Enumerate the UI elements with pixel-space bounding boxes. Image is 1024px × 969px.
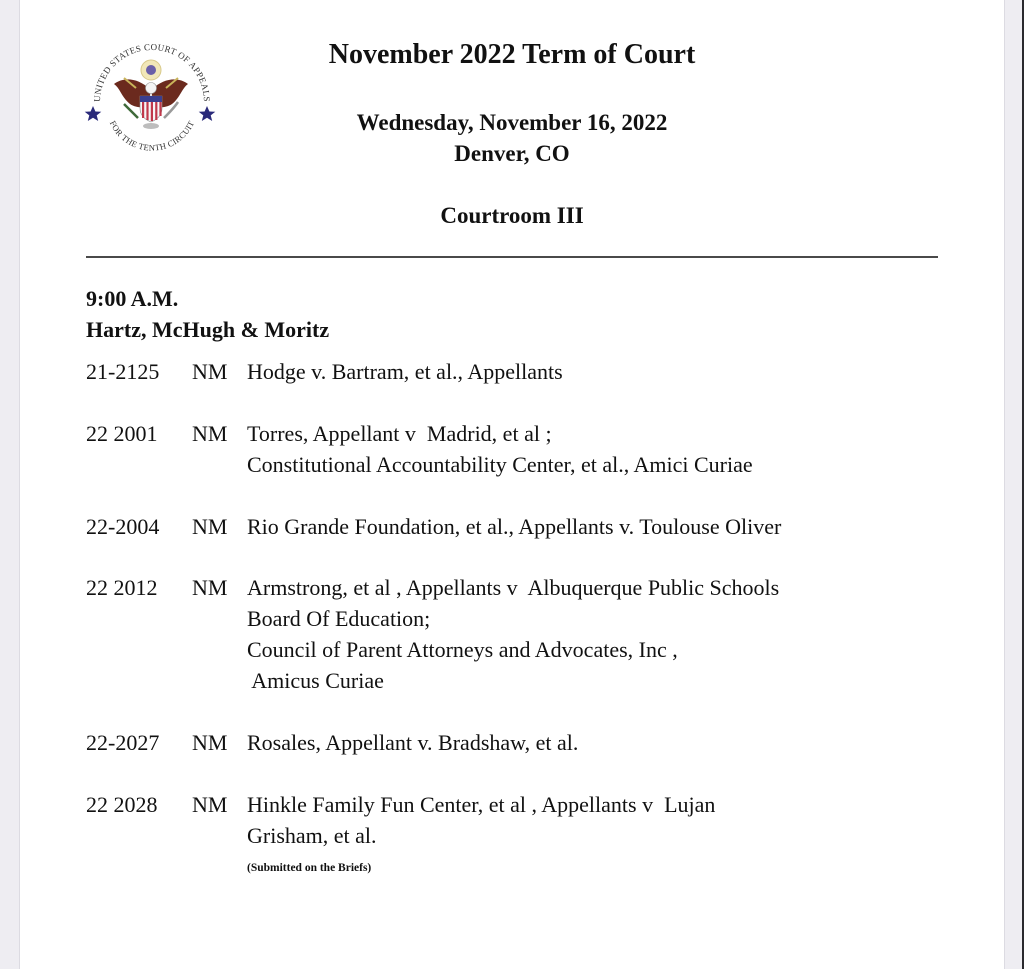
case-number: 22 2012 [86, 575, 158, 600]
judge-panel: Hartz, McHugh & Moritz [86, 317, 330, 342]
case-number: 22-2004 [86, 514, 160, 539]
case-caption-line: Torres, Appellant v Madrid, et al ; [247, 421, 552, 446]
case-caption-line: Armstrong, et al , Appellants v Albuquerque Public Schools [247, 575, 780, 600]
case-caption-line: Council of Parent Attorneys and Advocates, Inc , [247, 637, 678, 662]
case-caption-line: Hodge v. Bartram, et al., Appellants [247, 359, 563, 384]
case-number: 22 2028 [86, 792, 158, 817]
case-number: 22 2001 [86, 421, 158, 446]
case-caption-line: Rosales, Appellant v. Bradshaw, et al. [247, 730, 579, 755]
document-title: November 2022 Term of Court [328, 39, 696, 70]
case-caption [247, 356, 563, 387]
case-caption-line: Board Of Education; [247, 606, 431, 631]
case-number: 21-2125 [86, 359, 160, 384]
hearing-date: Wednesday, November 16, 2022 [356, 110, 668, 135]
case-state: NM [192, 575, 228, 600]
case-caption [247, 418, 753, 480]
header-divider [86, 256, 938, 258]
case-state: NM [192, 421, 228, 446]
case-caption [247, 727, 578, 758]
case-caption [247, 572, 779, 696]
case-number: 22-2027 [86, 730, 160, 755]
seal-text-bottom: FOR THE TENTH CIRCUIT [107, 118, 197, 153]
case-state: NM [192, 359, 228, 384]
case-caption-line: Constitutional Accountability Center, et al., Amici Curiae [247, 452, 753, 477]
hearing-location: Denver, CO [454, 141, 570, 166]
case-state: NM [192, 730, 228, 755]
case-state: NM [192, 792, 228, 817]
session-time: 9:00 A.M. [86, 286, 179, 311]
case-caption-line: Grisham, et al. [247, 823, 377, 848]
submitted-on-briefs-note: (Submitted on the Briefs) [247, 862, 372, 874]
case-caption-line: Amicus Curiae [247, 668, 384, 693]
case-caption-line: Rio Grande Foundation, et al., Appellants v. Toulouse Oliver [247, 514, 782, 539]
case-caption [247, 511, 781, 542]
case-caption [247, 789, 715, 851]
courtroom: Courtroom III [440, 203, 584, 228]
case-caption-line: Hinkle Family Fun Center, et al , Appellants v Lujan [247, 792, 716, 817]
case-state: NM [192, 514, 228, 539]
seal-text-top: UNITED STATES COURT OF APPEALS [91, 41, 213, 103]
eagle-head [146, 83, 157, 94]
